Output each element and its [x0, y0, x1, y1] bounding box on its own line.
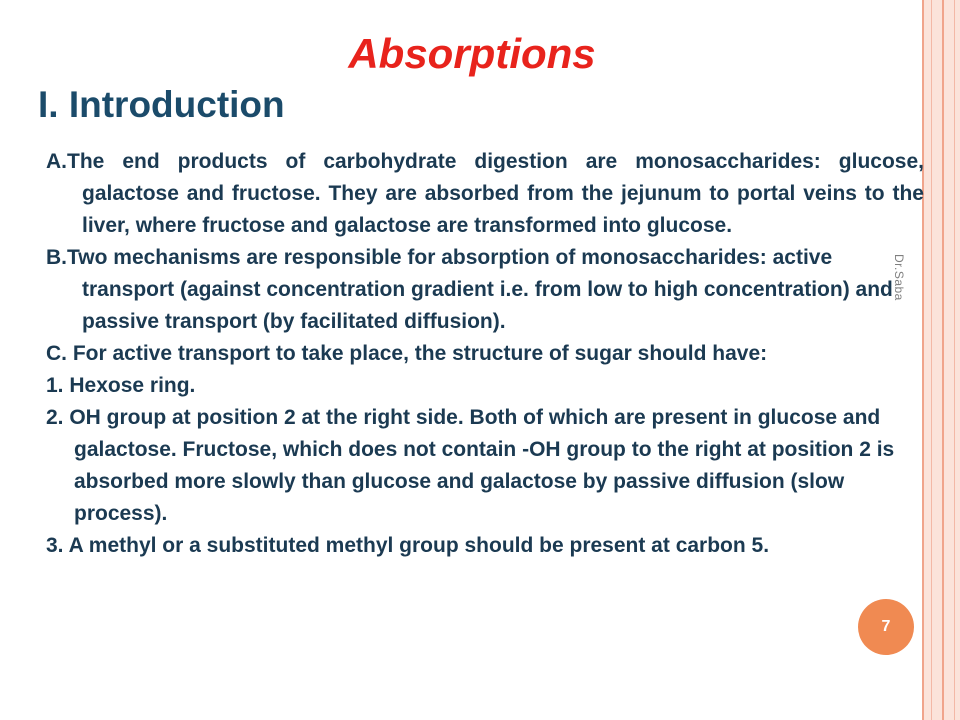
frame-stripe: [931, 0, 932, 720]
frame-stripe: [954, 0, 955, 720]
page-number-badge: 7: [858, 599, 914, 655]
author-label: Dr.Saba: [892, 254, 906, 301]
list-item-2: 2. OH group at position 2 at the right side. Both of which are present in glucose and galactose. Fructose, which does not contain -OH group to the right at position 2 is absorbed more slowly than glucose and galactose by passive diffusion (slow process).: [46, 406, 895, 525]
paragraph-a: A.The end products of carbohydrate digestion are monosaccharides: glucose, galactose and fructose. They are absorbed from the jejunum to portal veins to the liver, where fructose and galactose are transformed into glucose.: [46, 150, 924, 237]
paragraph-b: B.Two mechanisms are responsible for absorption of monosaccharides: active transport (against concentration gradient i.e. from low to high concentration) and passive transport (by facilitated diffusion).: [46, 246, 893, 333]
frame-stripe: [942, 0, 944, 720]
slide-title: Absorptions: [348, 30, 596, 77]
list-item-1: 1. Hexose ring.: [46, 374, 196, 397]
list-item-3: 3. A methyl or a substituted methyl group should be present at carbon 5.: [46, 534, 770, 557]
section-heading: I. Introduction: [38, 84, 285, 125]
paragraph-c: C. For active transport to take place, the structure of sugar should have:: [46, 342, 768, 365]
body-content: [46, 146, 924, 562]
